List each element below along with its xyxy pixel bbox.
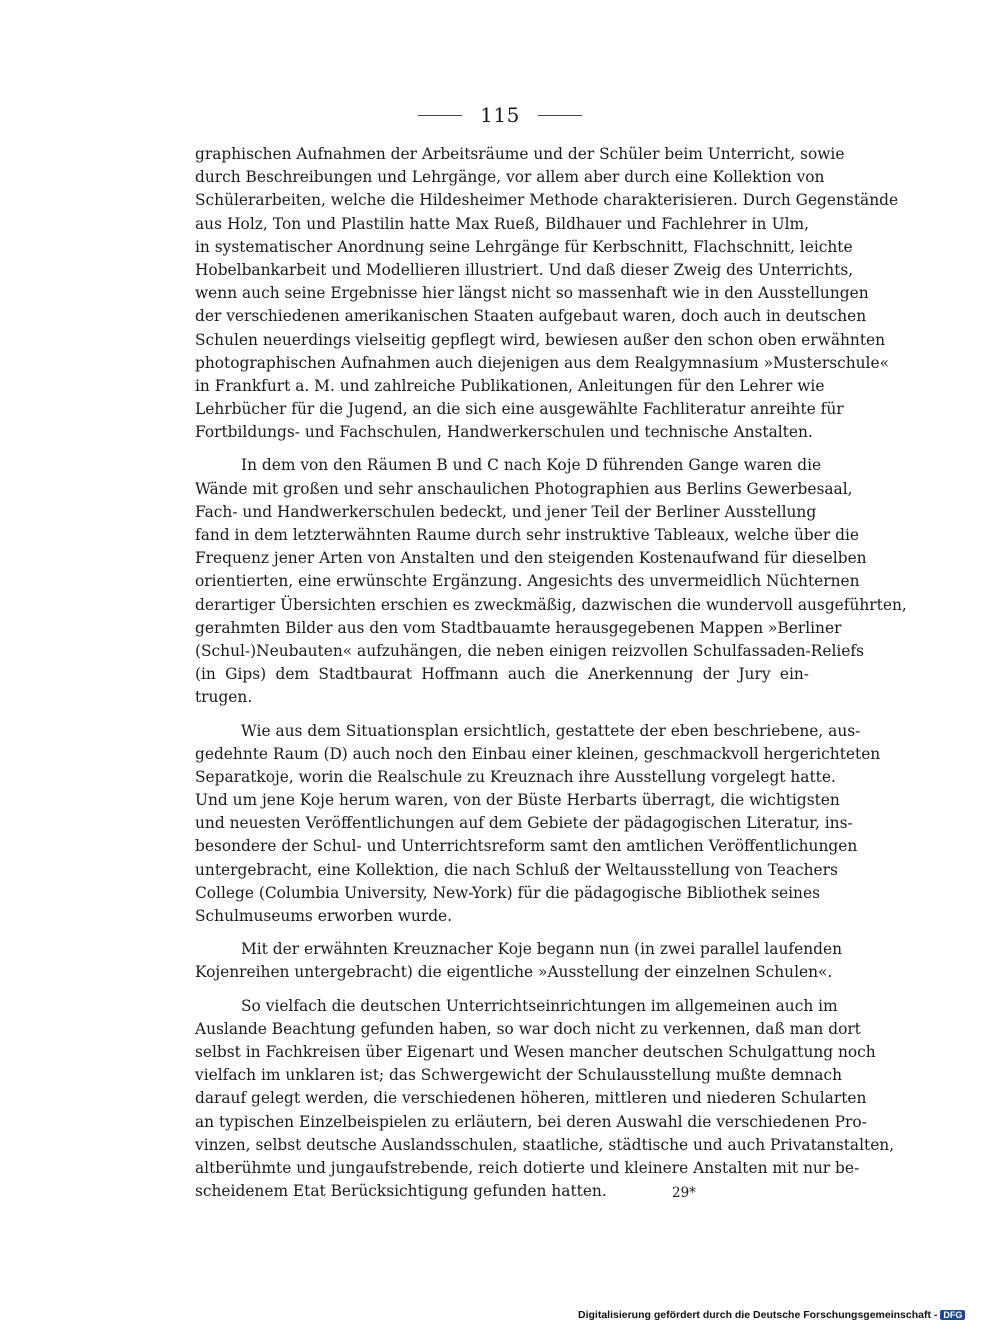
paragraph bbox=[195, 995, 895, 1204]
header-rule-left bbox=[418, 115, 462, 116]
paragraph bbox=[195, 143, 899, 444]
text-line: Hobelbankarbeit und Modellieren illustriert. Und daß dieser Zweig des Unterrichts, bbox=[195, 260, 854, 279]
text-line: Frequenz jener Arten von Anstalten und den steigenden Kostenaufwand für dieselben bbox=[195, 549, 867, 568]
paragraph-gap bbox=[195, 985, 809, 995]
text-line: der verschiedenen amerikanischen Staaten aufgebaut waren, doch auch in deutschen bbox=[195, 307, 867, 326]
header-rule-right bbox=[538, 115, 582, 116]
text-line: durch Beschreibungen und Lehrgänge, vor allem aber durch eine Kollektion von bbox=[195, 168, 825, 187]
paragraph bbox=[195, 454, 907, 709]
text-line: an typischen Einzelbeispielen zu erläutern, bei deren Auswahl die verschiedenen Pro- bbox=[195, 1112, 867, 1131]
text-line: selbst in Fachkreisen über Eigenart und Wesen mancher deutschen Schulgattung noch bbox=[195, 1042, 876, 1061]
text-line: und neuesten Veröffentlichungen auf dem Gebiete der pädagogischen Literatur, ins- bbox=[195, 814, 853, 833]
text-line: vinzen, selbst deutsche Auslandsschulen, staatliche, städtische und auch Privatanstalten, bbox=[195, 1135, 895, 1154]
text-line: Lehrbücher für die Jugend, an die sich eine ausgewählte Fachliteratur anreihte für bbox=[195, 400, 844, 419]
paragraph bbox=[195, 938, 842, 984]
paragraph-gap bbox=[195, 710, 809, 720]
text-line: In dem von den Räumen B und C nach Koje D führenden Gange waren die bbox=[241, 456, 822, 475]
page-number: 115 bbox=[480, 103, 520, 127]
paragraph-gap bbox=[195, 928, 809, 938]
text-line: Schulmuseums erworben wurde. bbox=[195, 907, 453, 925]
text-line: fand in dem letzterwähnten Raume durch sehr instruktive Tableaux, welche über die bbox=[195, 526, 860, 544]
text-line: gerahmten Bilder aus den vom Stadtbauamte herausgegebenen Mappen »Berliner bbox=[195, 618, 842, 637]
footer-credit-text: Digitalisierung gefördert durch die Deutsche Forschungsgemeinschaft - bbox=[578, 1309, 938, 1321]
text-line: Fortbildungs- und Fachschulen, Handwerkerschulen und technische Anstalten. bbox=[195, 423, 813, 442]
paragraph bbox=[195, 720, 881, 929]
text-line: Schülerarbeiten, welche die Hildesheimer Methode charakterisieren. Durch Gegenstände bbox=[195, 191, 899, 210]
text-line: wenn auch seine Ergebnisse hier längst nicht so massenhaft wie in den Ausstellungen bbox=[195, 284, 869, 303]
page-header bbox=[0, 100, 1000, 130]
footer-credit bbox=[578, 1309, 965, 1321]
text-line: in systematischer Anordnung seine Lehrgänge für Kerbschnitt, Flachschnitt, leichte bbox=[195, 237, 853, 256]
signature-mark: 29* bbox=[672, 1185, 696, 1201]
text-line: Separatkoje, worin die Realschule zu Kreuznach ihre Ausstellung vorgelegt hatte. bbox=[195, 767, 836, 786]
text-line: Und um jene Koje herum waren, von der Büste Herbarts überragt, die wichtigsten bbox=[195, 791, 840, 810]
text-line: besondere der Schul- und Unterrichtsreform samt den amtlichen Veröffentlichungen bbox=[195, 837, 858, 856]
text-line: College (Columbia University, New-York) für die pädagogische Bibliothek seines bbox=[195, 883, 820, 902]
text-line: aus Holz, Ton und Plastilin hatte Max Rueß, Bildhauer und Fachlehrer in Ulm, bbox=[195, 214, 809, 233]
text-line: Fach- und Handwerkerschulen bedeckt, und jener Teil der Berliner Ausstellung bbox=[195, 502, 817, 521]
dfg-logo: DFG bbox=[940, 1310, 965, 1320]
text-line: So vielfach die deutschen Unterrichtseinrichtungen im allgemeinen auch im bbox=[241, 996, 838, 1015]
paragraph-gap bbox=[195, 444, 809, 454]
text-line: Wände mit großen und sehr anschaulichen Photographien aus Berlins Gewerbesaal, bbox=[195, 479, 853, 498]
text-line: untergebracht, eine Kollektion, die nach Schluß der Weltausstellung von Teachers bbox=[195, 860, 838, 879]
text-line: altberühmte und jungaufstrebende, reich dotierte und kleinere Anstalten mit nur be- bbox=[195, 1158, 860, 1177]
text-line: scheidenem Etat Berücksichtigung gefunden hatten. bbox=[195, 1182, 607, 1201]
text-line: darauf gelegt werden, die verschiedenen höheren, mittleren und niederen Schularten bbox=[195, 1089, 867, 1108]
text-line: (Schul-)Neubauten« aufzuhängen, die neben einigen reizvollen Schulfassaden-Reliefs bbox=[195, 641, 864, 660]
text-line: Mit der erwähnten Kreuznacher Koje begann nun (in zwei parallel laufenden bbox=[241, 940, 842, 959]
text-line: (in Gips) dem Stadtbaurat Hoffmann auch die Anerkennung der Jury ein- bbox=[195, 665, 809, 684]
text-line: trugen. bbox=[195, 688, 253, 707]
text-line: gedehnte Raum (D) auch noch den Einbau einer kleinen, geschmackvoll hergerichteten bbox=[195, 744, 881, 763]
text-line: Auslande Beachtung gefunden haben, so war doch nicht zu verkennen, daß man dort bbox=[195, 1019, 861, 1038]
text-line: Wie aus dem Situationsplan ersichtlich, gestattete der eben beschriebene, aus- bbox=[241, 721, 861, 740]
text-line: in Frankfurt a. M. und zahlreiche Publikationen, Anleitungen für den Lehrer wie bbox=[195, 376, 825, 395]
body-text bbox=[195, 143, 907, 1203]
text-line: vielfach im unklaren ist; das Schwergewicht der Schulausstellung mußte demnach bbox=[195, 1066, 843, 1085]
text-line: Kojenreihen untergebracht) die eigentliche »Ausstellung der einzelnen Schulen«. bbox=[195, 963, 833, 982]
text-line: photographischen Aufnahmen auch diejenigen aus dem Realgymnasium »Musterschule« bbox=[195, 353, 889, 372]
text-line: derartiger Übersichten erschien es zweckmäßig, dazwischen die wundervoll ausgeführten, bbox=[195, 595, 907, 614]
text-line: graphischen Aufnahmen der Arbeitsräume und der Schüler beim Unterricht, sowie bbox=[195, 145, 845, 163]
text-line: orientierten, eine erwünschte Ergänzung. Angesichts des unvermeidlich Nüchternen bbox=[195, 572, 860, 591]
text-line: Schulen neuerdings vielseitig gepflegt wird, bewiesen außer den schon oben erwähnten bbox=[195, 330, 886, 349]
